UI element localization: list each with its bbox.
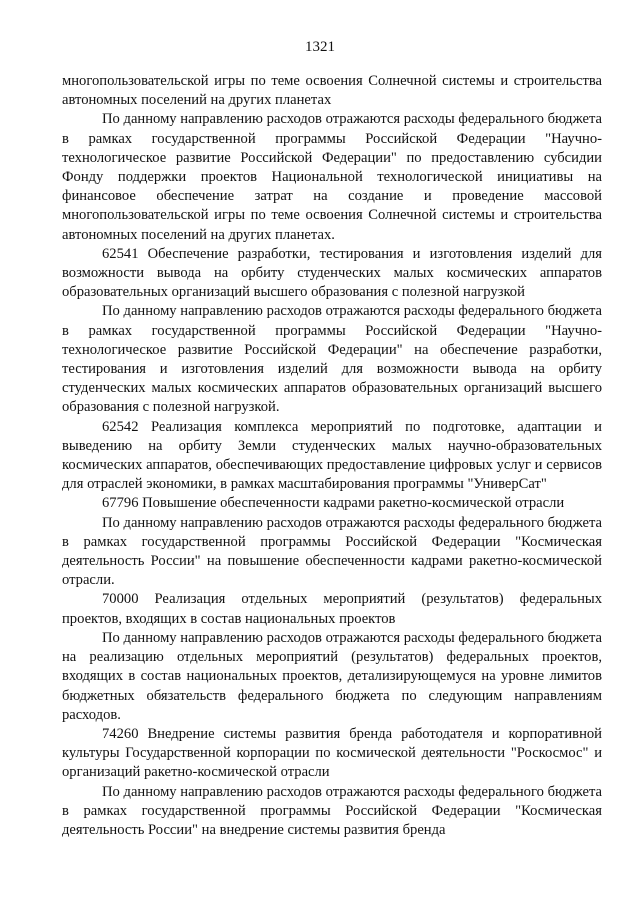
paragraph: По данному направлению расходов отражаются расходы федерального бюджета в рамках государственной программы Российской Федерации "Космическая деятельность России" на повышение обеспеченности кадрами ракетно-космической отрасли. (62, 514, 602, 589)
paragraph: По данному направлению расходов отражаются расходы федерального бюджета в рамках государственной программы Российской Федерации "Научно-технологическое развитие Российской Федерации" на обеспечение разработки, тестирования и изготовления изделий для возможности вывода на орбиту студенческих малых космических аппаратов образовательных организаций высшего образования с полезной нагрузкой. (62, 303, 602, 416)
page-number: 1321 (305, 39, 335, 55)
section-heading-62541: 62541 Обеспечение разработки, тестирования и изготовления изделий для возможности вывода на орбиту студенческих малых космических аппаратов образовательных организаций высшего образования с полезной нагрузкой (62, 245, 602, 301)
paragraph-continuation: многопользовательской игры по теме освоения Солнечной системы и строительства автономных поселений на других планетах (62, 73, 602, 109)
paragraph: По данному направлению расходов отражаются расходы федерального бюджета в рамках государственной программы Российской Федерации "Научно-технологическое развитие Российской Федерации" по предоставлению субсидии Фонду поддержки проектов Национальной технологической инициативы на финансовое обеспечение затрат на создание и проведение массовой многопользовательской игры по теме освоения Солнечной системы и строительства автономных поселений на других планетах. (62, 111, 602, 243)
section-heading-67796: 67796 Повышение обеспеченности кадрами ракетно-космической отрасли (102, 495, 565, 512)
document-body (62, 72, 602, 840)
paragraph: По данному направлению расходов отражаются расходы федерального бюджета в рамках государственной программы Российской Федерации "Космическая деятельность России" на внедрение системы развития бренда (62, 783, 602, 838)
section-heading-70000: 70000 Реализация отдельных мероприятий (результатов) федеральных проектов, входящих в состав национальных проектов (62, 591, 602, 627)
section-heading-62542: 62542 Реализация комплекса мероприятий по подготовке, адаптации и выведению на орбиту Земли студенческих малых научно-образовательных космических аппаратов, обеспечивающих предоставление цифровых услуг и сервисов для отраслей экономики, в рамках масштабирования программы "УниверСат" (62, 418, 602, 493)
section-heading-74260: 74260 Внедрение системы развития бренда работодателя и корпоративной культуры Государственной корпорации по космической деятельности "Роскосмос" и организаций ракетно-космической отрасли (62, 725, 602, 781)
paragraph: По данному направлению расходов отражаются расходы федерального бюджета на реализацию отдельных мероприятий (результатов) федеральных проектов, входящих в состав национальных проектов, детализирующемуся на уровне лимитов бюджетных обязательств федерального бюджета по следующим направлениям расходов. (62, 629, 602, 723)
